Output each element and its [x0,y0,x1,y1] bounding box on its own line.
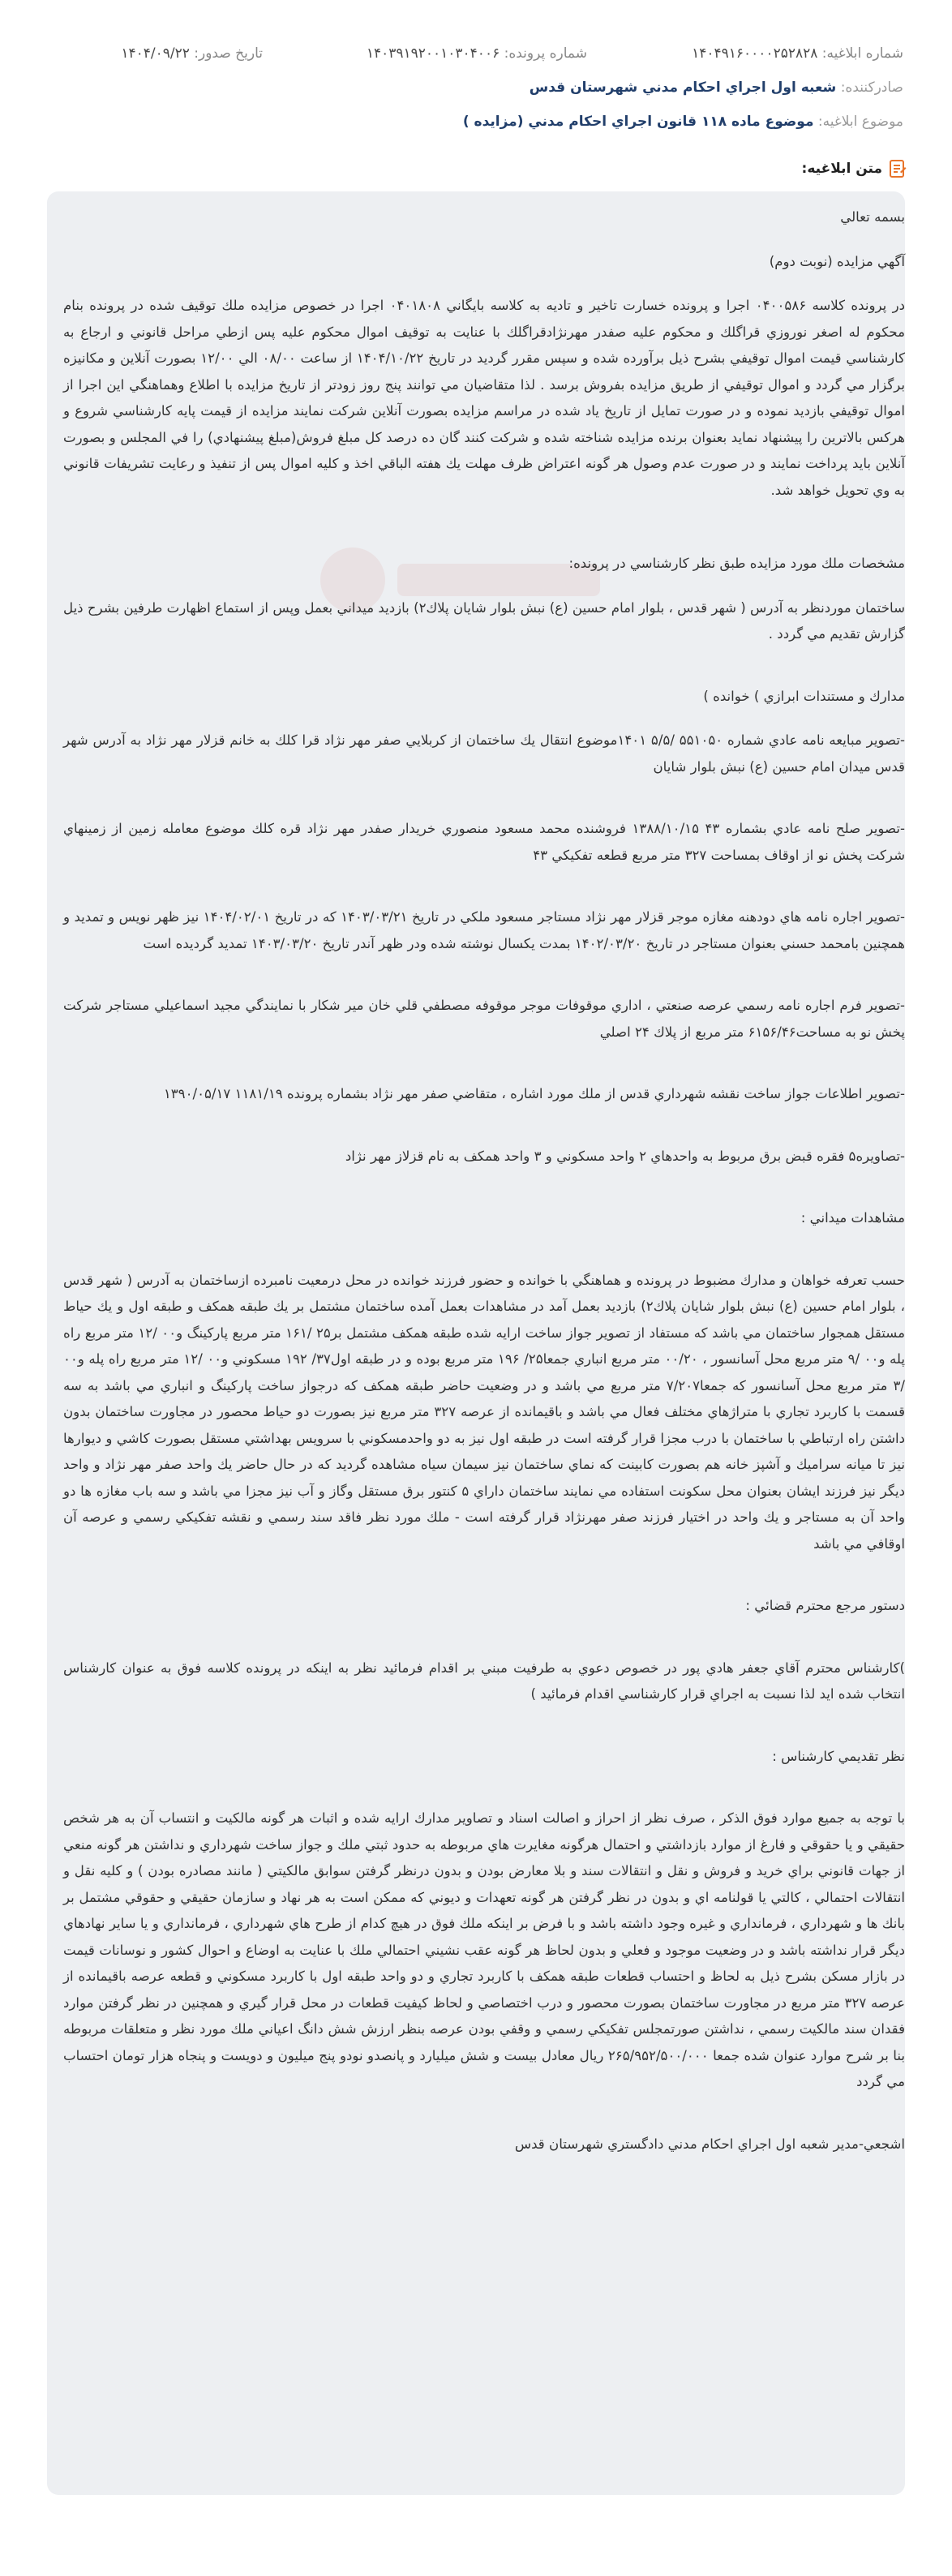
body-document-item: -تصاويره۵ فقره قبض برق مربوط به واحدهاي ۲ واحد مسكوني و ۳ واحد همكف به نام قزلاز مهر نژاد [345,1148,905,1164]
subject-line [463,114,903,130]
case-number-value: ۱۴۰۳۹۱۹۲۰۰۱۰۳۰۴۰۰۶ [366,45,500,62]
notice-text-heading [802,159,907,178]
document-text-icon [889,159,907,178]
body-document-item: -تصوير فرم اجاره نامه رسمي عرصه صنعتي ، اداري موقوفات موجر موقوفه مصطفي قلي خان مير شكار با نمايندگي مجيد اسماعيلي مستاجر شركت پخش نو به مساحت۶۱۵۶/۴۶ متر مربع از پلاك ۲۴ اصلي [63,998,905,1040]
body-auction-paragraph: در پرونده كلاسه ۰۴۰۰۵۸۶ اجرا و پرونده خسارت تاخير و تاديه به كلاسه بايگاني ۰۴۰۱۸۰۸ اجرا در خصوص مزايده ملك توقيف شده در پرونده بنام محكوم له اصغر نوروزي قراگلك و محكوم عليه صفدر مهرنژادقراگلك با عنايت به توقيف اموال محكوم عليه پس ازطي مراحل قانوني و ارجاع به كارشناسي قيمت اموال توقيفي بشرح ذيل برآورده شده و سپس مقرر گرديد در تاريخ ۱۴۰۴/۱۰/۲۲ از ساعت ۰۸/۰۰ الي ۱۲/۰۰ بصورت آنلاين و مكانيزه برگزار مي گردد و اموال توقيفي از طريق مزايده بفروش برسد . لذا متقاضيان مي توانند پنج روز زودتر از تاريخ مزايده با اطلاع وهماهنگي اين اجرا از اموال توقيفي بازديد نموده و در صورت تمايل از تاريخ ياد شده در مراسم مزايده بصورت آنلاين شركت نمايند مزايده از قيمت پايه كارشناسي شروع و هركس بالاترين را پيشنهاد نمايد بعنوان برنده مزايده شناخته شده و شركت كنند گان ده درصد كل مبلغ فروش(مبلغ پيشنهادي) را في المجلس و بصورت آنلاين بايد پرداخت نمايند و در صورت عدم وصول هر گونه اعتراض ظرف مهلت يك هفته الباقي اخذ و كليه اموال پس از تنفيذ و رعايت تشريفات قانوني به وي تحويل خواهد شد. [63,298,906,498]
body-expert-opinion: با توجه به جميع موارد فوق الذكر ، صرف نظر از احراز و اصالت اسناد و تصاوير مدارك ارايه شده و اثبات هر گونه مالكيت و انتساب آن به هر شخص حقيقي و يا حقوقي و فارغ از موارد بازداشتي و احتمال هرگونه مغايرت هاي مربوطه به حدود ثبتي ملك و جواز ساخت شهرداري و نداشتن هر گونه منعي از جهات قانوني براي خريد و فروش و نقل و انتقالات سند و بلا معارض بودن و بدون درنظر گرفتن سوابق مالكيتي ( مانند مصادره بودن ) و كليه نقل و انتقالات احتمالي ، كالتي يا قولنامه اي و بدون در نظر گرفتن هر گونه تعهدات و ديوني كه ممكن است به هر نهاد و سازمان حقيقي و حقوقي مشتمل بر بانك ها و شهرداري ، فرمانداري و غيره وجود داشته باشد و با فرض بر اينكه ملك فوق در هيچ كدام از طرح هاي شهرداري ، فرمانداري و يا ساير نهادهاي ديگر قرار نداشته باشد و در وضعيت موجود و فعلي و بدون لحاظ هر گونه عقب نشيني احتمالي ملك با عنايت به اوضاع و احوال كشور و نوسانات قيمت در بازار مسكن بشرح ذيل به لحاظ و احتساب قطعات طبقه همكف با كاربرد تجاري و دو واحد طبقه اول با كاربرد مسكوني و قطعه عرصه باقيمانده از عرصه ۳۲۷ متر مربع در مجاورت ساختمان بصورت محصور و درب اختصاصي و لحاظ كيفيت قطعات در محل قرار گيري و همچنين در نظر گرفتن موارد فقدان سند مالكيت رسمي ، نداشتن صورتمجلس تفكيكي رسمي و وقفي بودن عرصه بنظر ارزش شش دانگ اعياني ملك مورد نظر و متعلقات مربوطه بنا بر شرح موارد عنوان شده جمعا ۲۶۵/۹۵۲/۵۰۰/۰۰۰ ريال معادل بيست و شش ميليارد و پانصدو نودو پنج ميليون و دويست و پنجاه هزار تومان احتساب مي گردد [63,1810,905,2089]
body-judicial-order-heading: دستور مرجع محترم قضائي : [745,1598,905,1613]
body-document-item: -تصوير اطلاعات جواز ساخت نقشه شهرداري قدس از ملك مورد اشاره ، متقاضي صفر مهر نژاد بشماره پرونده ۱۱۸۱/۱۹ ۱۳۹۰/۰۵/۱۷ [163,1086,905,1101]
issue-date [121,45,263,62]
issuer-label: صادرکننده: [840,79,903,96]
body-document-item: -تصوير اجاره نامه هاي دودهنه مغازه موجر قزلار مهر نژاد مستاجر مسعود ملكي در تاريخ ۱۴۰۳/۰۳/۲۱ كه در تاريخ ۱۴۰۴/۰۲/۰۱ نيز ظهر نويس و تمديد و همچنين بامحمد حسني بعنوان مستاجر در تاريخ ۱۴۰۲/۰۳/۲۰ بمدت يكسال نوشته شده ودر ظهر آندر تاريخ ۱۴۰۳/۰۳/۲۰ تمديد گرديده است [63,909,905,951]
body-field-observations-heading: مشاهدات ميداني : [800,1210,905,1226]
issue-date-label: تاریخ صدور: [194,45,263,62]
notice-number [692,45,903,62]
subject-label: موضوع ابلاغیه: [817,114,903,130]
body-field-observations: حسب تعرفه خواهان و مدارك مضبوط در پرونده و هماهنگي با خوانده و حضور فرزند خوانده در محل درمعيت نامبرده ازساختمان به آدرس ( شهر قدس ، بلوار امام حسين (ع) نبش بلوار شايان پلاك۲) بازديد بعمل آمد در مشاهدات بعمل آمده ساختمان مشتمل بر يك طبقه همكف و طبقه اول و يك حياط مستقل همجوار ساختمان مي باشد كه مستفاد از تصوير جواز ساخت ارايه شده طبقه همكف مشتمل بر۲۵ /۱۶۱ متر مربع پاركينگ و۰۰ /۱۲ متر مربع راه پله و۰۰ /۹ متر مربع محل آسانسور ، ۰۰/۲۰ متر مربع انباري جمعا۲۵/ ۱۹۶ متر مربع بوده و در طبقه اول۳۷/ ۱۹۲ مسكوني و۰۰ /۱۲ متر مربع راه پله و۰۰ /۳ متر مربع محل آسانسور كه جمعا۷/۲۰۷ متر مربع مي باشد و در وضعيت حاضر طبقه همكف كه درجواز ساخت پاركينگ و انباري مي باشد به سه قسمت با كاربرد تجاري با متراژهاي مختلف فعال مي باشد و باقيمانده از عرصه ۳۲۷ متر مربع نيز بصورت دو حياط محصور در مجاورت ساختمان بدون داشتن راه ارتباطي با ساختمان با درب مجزا قرار گرفته است در طبقه اول نيز به دو واحدمسكوني با سرويس بهداشتي مستقل بصورت كاشي و ديوارها نيز تا ميانه سراميك و آشپز خانه هم بصورت كابينت كه نماي ساختمان نيز سيمان سياه مشاهده گرديد كه در حال حاضر يك واحد صفر مهر نژاد و واحد ديگر نيز فرزند ايشان بعنوان محل سكونت استفاده مي نمايند ساختمان داراي ۵ كنتور برق مستقل وگاز و آب نيز مجزا مي باشد و سه باب مغازه ها دو واحد آن به مستاجر و يك واحد در اختيار فرزند صفر مهرنژاد قرار گرفته است - ملك مورد نظر فاقد سند رسمي و نقشه تفكيكي رسمي و عرصه آن اوقافي مي باشد [63,1272,905,1552]
notice-number-value: ۱۴۰۴۹۱۶۰۰۰۰۲۵۲۸۲۸ [692,45,818,62]
body-property-address: ساختمان موردنظر به آدرس ( شهر قدس ، بلوار امام حسين (ع) نبش بلوار شايان پلاك۲) بازديد ميداني بعمل وپس از استماع اظهارت طرفين بشرح ذيل گزارش تقديم مي گردد . [63,599,905,642]
issuer-value: شعبه اول اجراي احكام مدني شهرستان قدس [529,79,837,96]
issue-date-value: ۱۴۰۴/۰۹/۲۲ [121,45,190,62]
body-document-item: -تصوير مبايعه نامه عادي شماره ۵۵۱۰۵۰ /۵/۵ ۱۴۰۱موضوع انتقال يك ساختمان از كربلايي صفر مهر نژاد قرا كلك به خانم قزلار مهر نژاد به آدرس شهر قدس ميدان امام حسين (ع) نبش بلوار شايان [63,732,906,775]
notice-number-label: شماره ابلاغیه: [821,45,903,62]
body-signature: اشجعي-مدير شعبه اول اجراي احكام مدني دادگستري شهرستان قدس [514,2136,905,2152]
body-documents-heading: مدارك و مستندات ابرازي ) خوانده ) [703,688,905,704]
case-number-label: شماره پرونده: [504,45,587,62]
notice-meta-row [0,45,952,70]
body-document-item: -تصوير صلح نامه عادي بشماره ۴۳ ۱۳۸۸/۱۰/۱۵ فروشنده محمد مسعود منصوري خريدار صفدر مهر نژاد قره كلك موضوع معامله زمين از زمينهاي شركت پخش نو از اوقاف بمساحت ۳۲۷ متر مربع قطعه تفكيكي ۴۳ [63,821,905,863]
body-expert-opinion-heading: نظر تقديمي كارشناس : [772,1748,905,1764]
body-basmala: بسمه تعالي [840,209,905,225]
notice-text-title: متن ابلاغیه: [801,161,882,177]
issuer-line [530,79,903,96]
body-property-spec-heading: مشخصات ملك مورد مزايده طبق نظر كارشناسي در پرونده: [568,556,905,571]
body-auction-heading: آگهي مزايده (نوبت دوم) [769,253,905,269]
case-number [367,45,587,62]
body-judicial-order: )كارشناس محترم آقاي جعفر هادي پور در خصوص دعوي به طرفيت مبني بر اقدام فرمائيد نظر به اينكه در پرونده كلاسه فوق به عنوان كارشناس انتخاب شده ايد لذا نسبت به اجراي قرار كارشناسي اقدام فرمائيد ) [63,1659,905,1702]
notice-body-text [63,204,905,2157]
subject-value: موضوع ماده ۱۱۸ قانون اجراي احكام مدني (مزايده ) [462,114,814,130]
